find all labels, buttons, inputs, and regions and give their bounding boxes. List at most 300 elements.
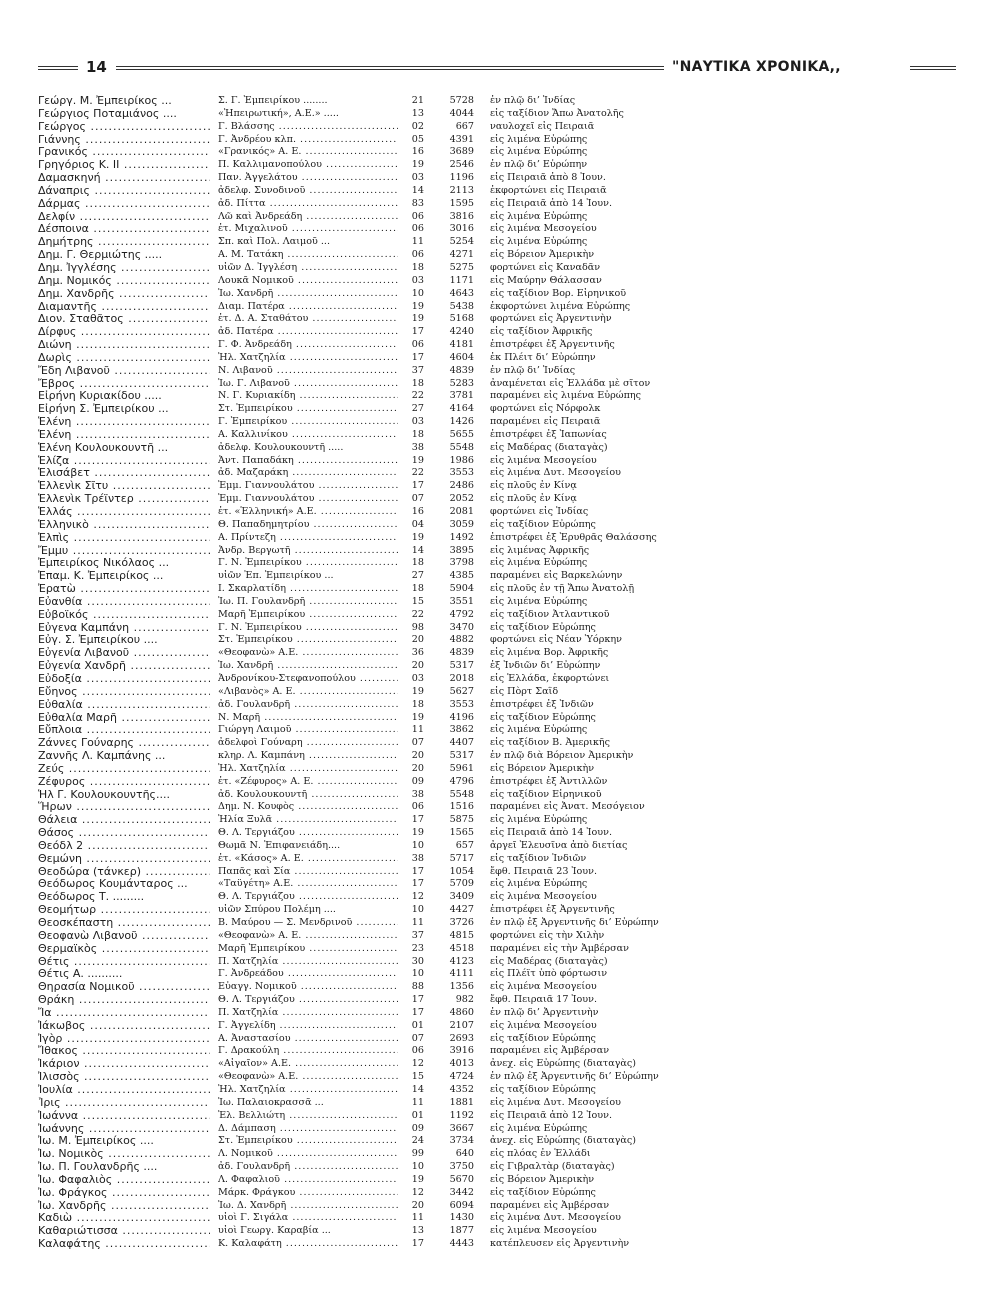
tonnage: 3470 [449, 621, 474, 633]
owner-name: Ν. Λιβανοῦ ..... [218, 365, 398, 378]
ship-name: Εἰρήνη Σ. Ἐμπειρίκου ... [38, 403, 169, 416]
ship-status: εἰς λιμένα Εὐρώπης [490, 210, 588, 222]
ship-status: εἰς πλοῦς ἐν τῇ Ἄπω Ἀνατολῇ [490, 583, 635, 595]
tonnage: 4443 [449, 1238, 474, 1250]
ship-name: Γεώργιος Ποταμιάνος .... [38, 107, 177, 120]
ship-name: Θεοδώρα (τάνκερ) ..... [38, 866, 210, 879]
owner-name: Γ. Ν. Ἐμπειρίκου ..... [218, 622, 398, 635]
ship-status: παραμένει εἰς Βαρκελώνην [490, 570, 623, 582]
table-row [38, 930, 968, 943]
owner-name: Ἰω. Γ. Λιβανοῦ ..... [218, 378, 398, 391]
registry-code: 01 [411, 1109, 424, 1121]
table-row [38, 416, 968, 429]
tonnage: 4839 [449, 364, 474, 376]
registry-code: 11 [411, 1212, 424, 1224]
owner-name: «Λιβανὸς» Α. Ε. ..... [218, 686, 398, 699]
ship-status: εἰς ταξίδιον Ἰνδιῶν [490, 852, 587, 864]
ship-name: Ἰουλία ..... [38, 1084, 210, 1097]
ship-name: Δάρμας ..... [38, 198, 210, 211]
ship-name: Ἰωάννης ..... [38, 1123, 210, 1136]
ship-name: Θράκη ..... [38, 994, 210, 1007]
owner-name: Γ. Ἀνδρεάδου ..... [218, 968, 398, 981]
table-row [38, 557, 968, 570]
owner-name: Π. Χατζηλία ..... [218, 1007, 398, 1020]
owner-name: ἐτ. Δ. Α. Σταθάτου ..... [218, 313, 398, 326]
tonnage: 3667 [449, 1122, 474, 1134]
table-row [38, 146, 968, 159]
table-row [38, 917, 968, 930]
registry-code: 38 [411, 441, 424, 453]
ship-status: εἰς λιμένα Εὐρώπης [490, 146, 588, 158]
owner-name: Ι. Σκαρλατίδη ..... [218, 583, 398, 596]
owner-name: Μάρκ. Φράγκου ..... [218, 1187, 398, 1200]
ship-status: εἰς λιμένα Εὐρώπης [490, 878, 588, 890]
registry-code: 03 [411, 672, 424, 684]
table-row [38, 262, 968, 275]
ship-status: εἰς λιμένα Μεσογείου [490, 891, 597, 903]
ship-status: ἀνεχ. εἰς Εὐρώπης (διαταγὰς) [490, 1135, 636, 1147]
ship-name: Εὐανθία ..... [38, 596, 210, 609]
tonnage: 4013 [449, 1058, 474, 1070]
tonnage: 5875 [449, 814, 474, 826]
registry-code: 19 [411, 313, 424, 325]
ship-status: εἰς Πλέϊτ ὑπὸ φόρτωσιν [490, 968, 608, 980]
registry-code: 14 [411, 544, 424, 556]
owner-name: Ν. Μαρῆ ..... [218, 712, 398, 725]
registry-code: 03 [411, 416, 424, 428]
ship-name: Ἑλλάς ..... [38, 506, 210, 519]
registry-code: 13 [411, 107, 424, 119]
tonnage: 4724 [449, 1071, 474, 1083]
table-row [38, 1110, 968, 1123]
ship-status: παραμένει εἰς Ἀνατ. Μεσόγειον [490, 801, 645, 813]
ship-status: ἐκφορτώνει λιμένα Εὐρώπης [490, 300, 631, 312]
tonnage: 1595 [449, 197, 474, 209]
tonnage: 5904 [449, 583, 474, 595]
registry-code: 17 [411, 351, 424, 363]
ship-status: εἰς λιμένα Δυτ. Μεσογείου [490, 1212, 621, 1224]
registry-code: 19 [411, 711, 424, 723]
table-row [38, 352, 968, 365]
ship-status: εἰς ταξίδιον Εὐρώπης [490, 711, 596, 723]
table-row [38, 1097, 968, 1110]
table-row [38, 1084, 968, 1097]
table-row [38, 1161, 968, 1174]
ship-name: Ἔμμυ ..... [38, 545, 210, 558]
ship-status: φορτώνει εἰς Καναδᾶν [490, 261, 601, 273]
table-row [38, 545, 968, 558]
ship-name: Ἑλίζα ..... [38, 455, 210, 468]
owner-name: Γ. Ν. Ἐμπειρίκου ..... [218, 557, 398, 570]
ship-name: Εὐγενία Λιβανοῦ ..... [38, 647, 210, 660]
owner-name: ἀδ. Πίττα ..... [218, 198, 398, 211]
ship-status: εἰς Πὸρτ Σαΐδ [490, 685, 559, 697]
registry-code: 10 [411, 839, 424, 851]
tonnage: 3553 [449, 467, 474, 479]
registry-code: 03 [411, 172, 424, 184]
ship-name: Ἑλισάβετ ..... [38, 467, 210, 480]
owner-name: Παν. Ἀγγελάτου ..... [218, 172, 398, 185]
table-row [38, 506, 968, 519]
tonnage: 5317 [449, 750, 474, 762]
ship-name: Ἐμπειρίκος Νικόλαος ... [38, 557, 170, 570]
tonnage: 5275 [449, 261, 474, 273]
tonnage: 2693 [449, 1032, 474, 1044]
magazine-title: "ΝΑΥΤΙΚΑ ΧΡΟΝΙΚΑ,, [672, 59, 841, 75]
tonnage: 1171 [449, 274, 474, 286]
ship-status: εἰς ταξίδιον Ἀφρικῆς [490, 326, 593, 338]
owner-name: Ἠλ. Χατζηλία ..... [218, 352, 398, 365]
tonnage: 5283 [449, 377, 474, 389]
owner-name: Θ. Λ. Τεργιάζου ..... [218, 891, 398, 904]
owner-name: Ἀνδρ. Βεργωτῆ ..... [218, 545, 398, 558]
tonnage: 5655 [449, 428, 474, 440]
owner-name: Λῶ καὶ Ἀνδρεάδη ..... [218, 211, 398, 224]
registry-code: 15 [411, 1071, 424, 1083]
ship-status: φορτώνει εἰς Νέαν Ὑόρκην [490, 634, 622, 646]
owner-name: Ἰω. Δ. Χανδρῆ ..... [218, 1200, 398, 1213]
table-row [38, 712, 968, 725]
owner-name: Α. Μ. Τατάκη ..... [218, 249, 398, 262]
ship-name: Ἰω. Νομικὸς ..... [38, 1148, 210, 1161]
page-header [38, 60, 956, 80]
ship-status: ἐν πλῷ δι’ Εὐρώπην [490, 159, 588, 171]
table-row [38, 429, 968, 442]
ship-name: Διαμαντῆς ..... [38, 301, 210, 314]
ship-status: εἰς ταξίδιον Εὐρώπης [490, 518, 596, 530]
ship-name: Διώνη ..... [38, 339, 210, 352]
ship-name: Εὐδοξία ..... [38, 673, 210, 686]
registry-code: 19 [411, 300, 424, 312]
table-row [38, 493, 968, 506]
registry-code: 09 [411, 775, 424, 787]
owner-name: κληρ. Λ. Καμπάνη ..... [218, 750, 398, 763]
registry-code: 18 [411, 698, 424, 710]
table-row [38, 801, 968, 814]
tonnage: 1356 [449, 981, 474, 993]
ship-status: φορτώνει εἰς Νόρφολκ [490, 403, 601, 415]
tonnage: 5709 [449, 878, 474, 890]
ship-status: εἰς πλοῦς ἐν Κίνᾳ [490, 493, 577, 505]
ship-status: εἰς ταξίδιον Εὐρώπης [490, 1032, 596, 1044]
owner-name: «Ἠπειρωτική», Α.Ε.» ..... [218, 107, 339, 119]
registry-code: 06 [411, 801, 424, 813]
ship-status: εἰς Ἑλλάδα, ἐκφορτώνει [490, 672, 610, 684]
owner-name: «Θεοφανὼ» Α. Ε. ..... [218, 930, 398, 943]
owner-name: ἀδ. Κουλουκουντῆ ..... [218, 789, 398, 802]
tonnage: 4427 [449, 904, 474, 916]
table-row [38, 609, 968, 622]
registry-code: 17 [411, 1238, 424, 1250]
owner-name: Δημ. Ν. Κουφὸς ..... [218, 801, 398, 814]
owner-name: υἱοὶ Γ. Σιγάλα ..... [218, 1212, 398, 1225]
table-row [38, 172, 968, 185]
tonnage: 3689 [449, 146, 474, 158]
table-row [38, 275, 968, 288]
ship-name: Ἑλλενὶκ Σῖτυ ..... [38, 480, 210, 493]
ship-name: Εὐβοϊκός ..... [38, 609, 210, 622]
table-row [38, 1071, 968, 1084]
ship-status: εἰς λιμένα Δυτ. Μεσογείου [490, 1096, 621, 1108]
owner-name: Εὐαγγ. Νομικοῦ ..... [218, 981, 398, 994]
ship-name: Δωρὶς ..... [38, 352, 210, 365]
ship-status: ἐξ Ἰνδιῶν δι’ Εὐρώπην [490, 660, 601, 672]
table-row [38, 159, 968, 172]
tonnage: 3016 [449, 223, 474, 235]
ship-status: εἰς Βόρειον Ἀμερικὴν [490, 249, 595, 261]
tonnage: 1426 [449, 416, 474, 428]
ship-status: ἐπιστρέφει ἐξ Ἐρυθρᾶς Θαλάσσης [490, 531, 657, 543]
ship-name: Γρανικός ..... [38, 146, 210, 159]
table-row [38, 968, 968, 981]
owner-name: Ἐμμ. Γιαννουλάτου ..... [218, 493, 398, 506]
tonnage: 3442 [449, 1186, 474, 1198]
owner-name: Μαρῆ Ἐμπειρίκου ..... [218, 609, 398, 622]
registry-code: 12 [411, 891, 424, 903]
registry-code: 38 [411, 852, 424, 864]
owner-name: ἐτ. «Κάσος» Α. Ε. ..... [218, 853, 398, 866]
ship-status: παραμένει εἰς λιμένα Εὐρώπης [490, 390, 642, 402]
table-row [38, 288, 968, 301]
table-row [38, 827, 968, 840]
table-row [38, 134, 968, 147]
ship-status: εἰς λιμένα Δυτ. Μεσογείου [490, 467, 621, 479]
header-rule-left [38, 66, 78, 70]
ship-name: Καλαφάτης ..... [38, 1238, 210, 1251]
registry-code: 06 [411, 339, 424, 351]
ship-status: παραμένει εἰς Πειραιᾶ [490, 416, 601, 428]
tonnage: 4181 [449, 339, 474, 351]
table-row [38, 750, 968, 763]
registry-code: 22 [411, 467, 424, 479]
tonnage: 5961 [449, 762, 474, 774]
ship-name: Δέσποινα ..... [38, 223, 210, 236]
tonnage: 5717 [449, 852, 474, 864]
ship-status: εἰς λιμένας Ἀφρικῆς [490, 544, 590, 556]
ship-name: Εὐγ. Σ. Ἐμπειρίκου .... [38, 634, 158, 647]
table-row [38, 763, 968, 776]
registry-code: 22 [411, 390, 424, 402]
registry-code: 19 [411, 531, 424, 543]
registry-code: 11 [411, 917, 424, 928]
tonnage: 2546 [449, 159, 474, 171]
table-row [38, 981, 968, 994]
ship-status: ἐπιστρέφει ἐξ Ἀργεντινῆς [490, 339, 615, 351]
registry-code: 10 [411, 287, 424, 299]
tonnage: 5627 [449, 685, 474, 697]
table-row [38, 236, 968, 249]
tonnage: 5670 [449, 1173, 474, 1185]
page-number: 14 [86, 58, 107, 76]
registry-code: 09 [411, 1122, 424, 1134]
tonnage: 4271 [449, 249, 474, 261]
owner-name: Κ. Καλαφάτη ..... [218, 1238, 398, 1251]
tonnage: 2081 [449, 506, 474, 517]
ship-name: Θερμαϊκὸς ..... [38, 943, 210, 956]
tonnage: 3798 [449, 557, 474, 569]
registry-code: 27 [411, 403, 424, 415]
ship-status: ἔφθ. Πειραιᾶ 23 Ἰουν. [490, 865, 597, 877]
tonnage: 5728 [449, 95, 474, 106]
table-row [38, 789, 968, 802]
registry-code: 12 [411, 1058, 424, 1070]
ship-name: Ἰω. Φαφαλιὸς ..... [38, 1174, 210, 1187]
table-row [38, 1007, 968, 1020]
ship-status: εἰς λιμένα Εὐρώπης [490, 133, 588, 145]
registry-code: 17 [411, 1006, 424, 1018]
ship-name: Δαμασκηνή ..... [38, 172, 210, 185]
registry-code: 17 [411, 994, 424, 1006]
tonnage: 2107 [449, 1019, 474, 1031]
ship-name: Θεόδωρος Κουμάνταρος ... [38, 878, 188, 891]
tonnage: 4164 [449, 403, 474, 415]
owner-name: Β. Μαύρου — Σ. Μενδρινοῦ ..... [218, 917, 398, 930]
table-row [38, 467, 968, 480]
owner-name: ἀδελφ. Κουλουκουντῆ ..... [218, 441, 344, 453]
table-row [38, 1058, 968, 1071]
registry-code: 14 [411, 1083, 424, 1095]
ship-status: εἰς λιμένα Εὐρώπης [490, 1122, 588, 1134]
owner-name: υἱῶν Δ. Ἰγγλέση ..... [218, 262, 398, 275]
ship-name: Εὔηνος ..... [38, 686, 210, 699]
owner-name: Ἰω. Παλαιοκρασσᾶ ... [218, 1096, 324, 1108]
tonnage: 640 [455, 1148, 474, 1160]
owner-name: Π. Καλλιμανοπούλου ..... [218, 159, 398, 172]
header-rule-right [910, 66, 956, 70]
registry-code: 22 [411, 608, 424, 620]
ship-name: Ζάννες Γούναρης ..... [38, 737, 210, 750]
ship-name: Δημήτρης ..... [38, 236, 210, 249]
owner-name: Θ. Λ. Τεργιάζου ..... [218, 994, 398, 1007]
registry-code: 10 [411, 968, 424, 980]
ship-name: Εὔπλοια ..... [38, 724, 210, 737]
table-row [38, 853, 968, 866]
ship-name: Ἔδη Λιβανοῦ ..... [38, 365, 210, 378]
registry-code: 83 [411, 197, 424, 209]
tonnage: 4796 [449, 775, 474, 787]
table-row [38, 532, 968, 545]
table-row [38, 519, 968, 532]
tonnage: 3862 [449, 724, 474, 736]
ship-status: εἰς Πειραιᾶ ἀπὸ 14 Ἰουν. [490, 827, 613, 839]
ship-name: Ἡλ Γ. Κουλουκουντῆς.... [38, 788, 170, 801]
registry-code: 06 [411, 223, 424, 235]
table-row [38, 403, 968, 416]
table-row [38, 480, 968, 493]
owner-name: Π. Χατζηλία ..... [218, 956, 398, 969]
tonnage: 4882 [449, 634, 474, 646]
ship-status: ἐπιστρέφει ἐξ Ἰνδιῶν [490, 698, 594, 710]
tonnage: 3916 [449, 1045, 474, 1057]
tonnage: 982 [455, 994, 474, 1006]
ship-status: ἐν πλῷ διὰ Βόρειον Ἀμερικὴν [490, 750, 634, 762]
ship-name: Δημ. Ἰγγλέσης ..... [38, 262, 210, 275]
table-row [38, 390, 968, 403]
ship-status: εἰς ταξίδιον Εὐρώπης [490, 1083, 596, 1095]
tonnage: 3726 [449, 917, 474, 928]
ship-name: Ἰω. Μ. Ἐμπειρίκος .... [38, 1135, 154, 1148]
ship-status: ἐν πλῷ δι’ Ἰνδίας [490, 364, 576, 376]
table-row [38, 455, 968, 468]
owner-name: υἱῶν Ἐπ. Ἐμπειρίκου ... [218, 570, 334, 582]
ship-name: Θάλεια ..... [38, 814, 210, 827]
ship-status: εἰς Πειραιᾶ ἀπὸ 12 Ἰουν. [490, 1109, 613, 1121]
tonnage: 5438 [449, 300, 474, 312]
tonnage: 2018 [449, 672, 474, 684]
table-row [38, 223, 968, 236]
ship-name: Ἑλένη ..... [38, 429, 210, 442]
tonnage: 4352 [449, 1083, 474, 1095]
registry-code: 07 [411, 493, 424, 505]
tonnage: 4044 [449, 107, 474, 119]
owner-name: Ἠλία Ξυλᾶ ..... [218, 814, 398, 827]
ship-name: Θέτις Α. .......... [38, 968, 123, 981]
tonnage: 1986 [449, 454, 474, 466]
registry-code: 06 [411, 249, 424, 261]
registry-code: 38 [411, 788, 424, 800]
tonnage: 1516 [449, 801, 474, 813]
owner-name: ἀδ. Γουλανδρῆ ..... [218, 1161, 398, 1174]
registry-code: 11 [411, 724, 424, 736]
ship-status: εἰς λιμένα Μεσογείου [490, 1019, 597, 1031]
table-row [38, 313, 968, 326]
owner-name: Ἀντ. Παπαδάκη ..... [218, 455, 398, 468]
ship-status: εἰς Πειραιᾶ ἀπὸ 8 Ἰουν. [490, 172, 606, 184]
ship-status: εἰς λιμένα Μεσογείου [490, 1225, 597, 1237]
owner-name: «Ταϋγέτη» Α.Ε. ..... [218, 878, 398, 891]
ship-status: ἐν πλῷ δι’ Ἀργεντινὴν [490, 1006, 599, 1018]
ship-status: εἰς ταξίδιον Εὐρώπης [490, 621, 596, 633]
owner-name: Μαρῆ Ἐμπειρίκου ..... [218, 943, 398, 956]
tonnage: 5254 [449, 236, 474, 248]
ship-status: φορτώνει εἰς Ἀργεντινὴν [490, 313, 612, 325]
registry-code: 10 [411, 904, 424, 916]
table-row [38, 1212, 968, 1225]
registry-code: 19 [411, 159, 424, 171]
registry-code: 04 [411, 518, 424, 530]
ship-status: εἰς λιμένα Μεσογείου [490, 981, 597, 993]
registry-code: 19 [411, 1173, 424, 1185]
owner-name: Ἀνδρονίκου-Στεφανοπούλου ..... [218, 673, 398, 686]
tonnage: 4815 [449, 929, 474, 941]
ship-status: εἰς πλοῦς ἐν Κίνᾳ [490, 480, 577, 492]
tonnage: 1492 [449, 531, 474, 543]
table-row [38, 994, 968, 1007]
ship-name: Ἴα ..... [38, 1007, 210, 1020]
registry-code: 20 [411, 1199, 424, 1211]
registry-code: 20 [411, 660, 424, 672]
ship-name: Ζεύς ..... [38, 763, 210, 776]
registry-code: 16 [411, 506, 424, 517]
registry-code: 19 [411, 827, 424, 839]
owner-name: Λ. Φαφαλιοῦ ..... [218, 1174, 398, 1187]
owner-name: Α. Καλλινίκου ..... [218, 429, 398, 442]
owner-name: Γιώργη Λαιμοῦ ..... [218, 724, 398, 737]
owner-name: «Γρανικός» Α. Ε. ..... [218, 146, 398, 159]
registry-code: 17 [411, 480, 424, 492]
tonnage: 1192 [449, 1109, 474, 1121]
owner-name: Γ. Δρακούλη ..... [218, 1045, 398, 1058]
ship-name: Ἰω. Φράγκος ..... [38, 1187, 210, 1200]
registry-code: 21 [411, 95, 424, 106]
table-row [38, 737, 968, 750]
table-row [38, 596, 968, 609]
table-row [38, 647, 968, 660]
owner-name: Σπ. καὶ Πολ. Λαιμοῦ ... [218, 236, 331, 248]
ship-status: εἰς ταξίδιον Ἄπω Ἀνατολῆς [490, 107, 624, 119]
ship-name: Ἴθακος ..... [38, 1045, 210, 1058]
tonnage: 5548 [449, 441, 474, 453]
